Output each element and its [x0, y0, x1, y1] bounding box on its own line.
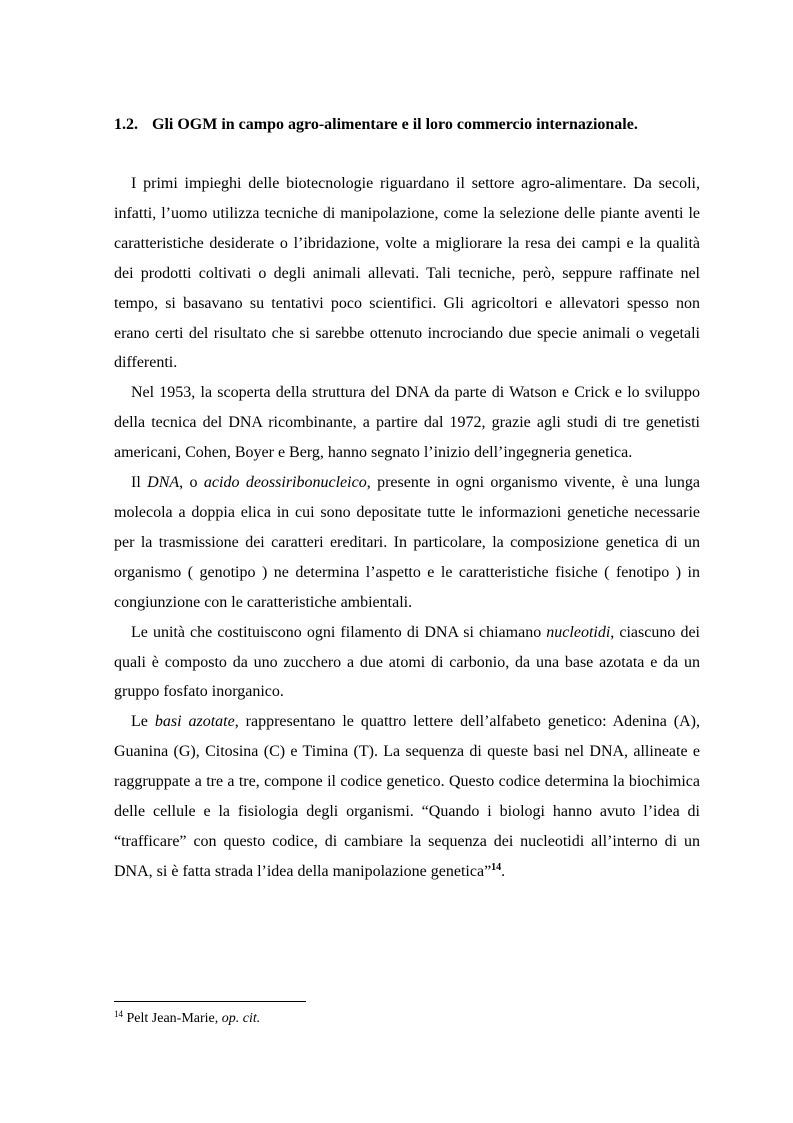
paragraph-3-text-c: , o	[179, 474, 204, 492]
paragraph-5	[114, 707, 700, 886]
paragraph-2: Nel 1953, la scoperta della struttura del DNA da parte di Watson e Crick e lo sviluppo della tecnica del DNA ricombinante, a partire dal 1972, grazie agli studi di tre genetisti americani, Cohen, Boyer e Berg, hanno segnato l’inizio dell’ingegneria genetica.	[114, 384, 700, 462]
footnote-separator	[114, 1001, 306, 1002]
paragraph-5-end: .	[501, 862, 506, 880]
footnote-author: Pelt Jean-Marie,	[123, 1011, 222, 1026]
term-nucleotidi: nucleotidi	[546, 623, 611, 641]
paragraph-4	[114, 618, 700, 708]
paragraph-4-text-a: Le unità che costituiscono ogni filamento di DNA si chiamano	[131, 623, 547, 641]
term-acido-deossiribonucleico: acido deossiribonucleico	[203, 474, 367, 492]
footnote-marker: 14	[114, 1009, 123, 1019]
section-heading	[114, 114, 700, 136]
footnote-reference[interactable]: 14	[491, 861, 502, 873]
footnote	[114, 1009, 700, 1029]
footnote-citation: op. cit.	[221, 1011, 261, 1026]
paragraph-5-text-a: Le	[131, 713, 155, 731]
paragraph-1: I primi impieghi delle biotecnologie riguardano il settore agro-alimentare. Da secoli, infatti, l’uomo utilizza tecniche di manipolazione, come la selezione delle piante aventi le caratteristiche desiderate o l’ibridazione, volte a migliorare la resa dei campi e la qualità dei prodotti coltivati o degli animali allevati. Tali tecniche, però, seppure raffinate nel tempo, si basavano su tentativi poco scientifici. Gli agricoltori e allevatori spesso non erano certi del risultato che si sarebbe ottenuto incrociando due specie animali o vegetali differenti.	[114, 175, 700, 372]
paragraph-3-text-e: , presente in ogni organismo vivente, è una lunga molecola a doppia elica in cui sono depositate tutte le informazioni genetiche necessarie per la trasmissione dei caratteri ereditari. In particolare, la composizione genetica di un organismo ( genotipo ) ne determina l’aspetto e le caratteristiche fisiche ( fenotipo ) in congiunzione con le caratteristiche ambientali.	[114, 474, 700, 611]
paragraph-4-text-c: , ciascuno dei quali è composto da uno zucchero a due atomi di carbonio, da una base azotata e da un gruppo fosfato inorganico.	[114, 623, 700, 701]
body-text	[114, 169, 700, 887]
term-dna: DNA	[147, 474, 180, 492]
section-number: 1.2.	[114, 116, 138, 133]
paragraph-5-text-c: , rappresentano le quattro lettere dell’alfabeto genetico: Adenina (A), Guanina (G), Citosina (C) e Timina (T). La sequenza di queste basi nel DNA, allineate e raggruppate a tre a tre, compone il codice genetico. Questo codice determina la biochimica delle cellule e la fisiologia degli organismi. “Quando i biologi hanno avuto l’idea di “trafficare” con questo codice, di cambiare la sequenza dei nucleotidi all’interno di un DNA, si è fatta strada l’idea della manipolazione genetica”	[114, 713, 701, 880]
term-basi-azotate: basi azotate	[154, 713, 235, 731]
paragraph-3-text-a: Il	[131, 474, 148, 492]
paragraph-3	[114, 468, 700, 618]
section-title: Gli OGM in campo agro-alimentare e il loro commercio internazionale.	[152, 116, 638, 133]
